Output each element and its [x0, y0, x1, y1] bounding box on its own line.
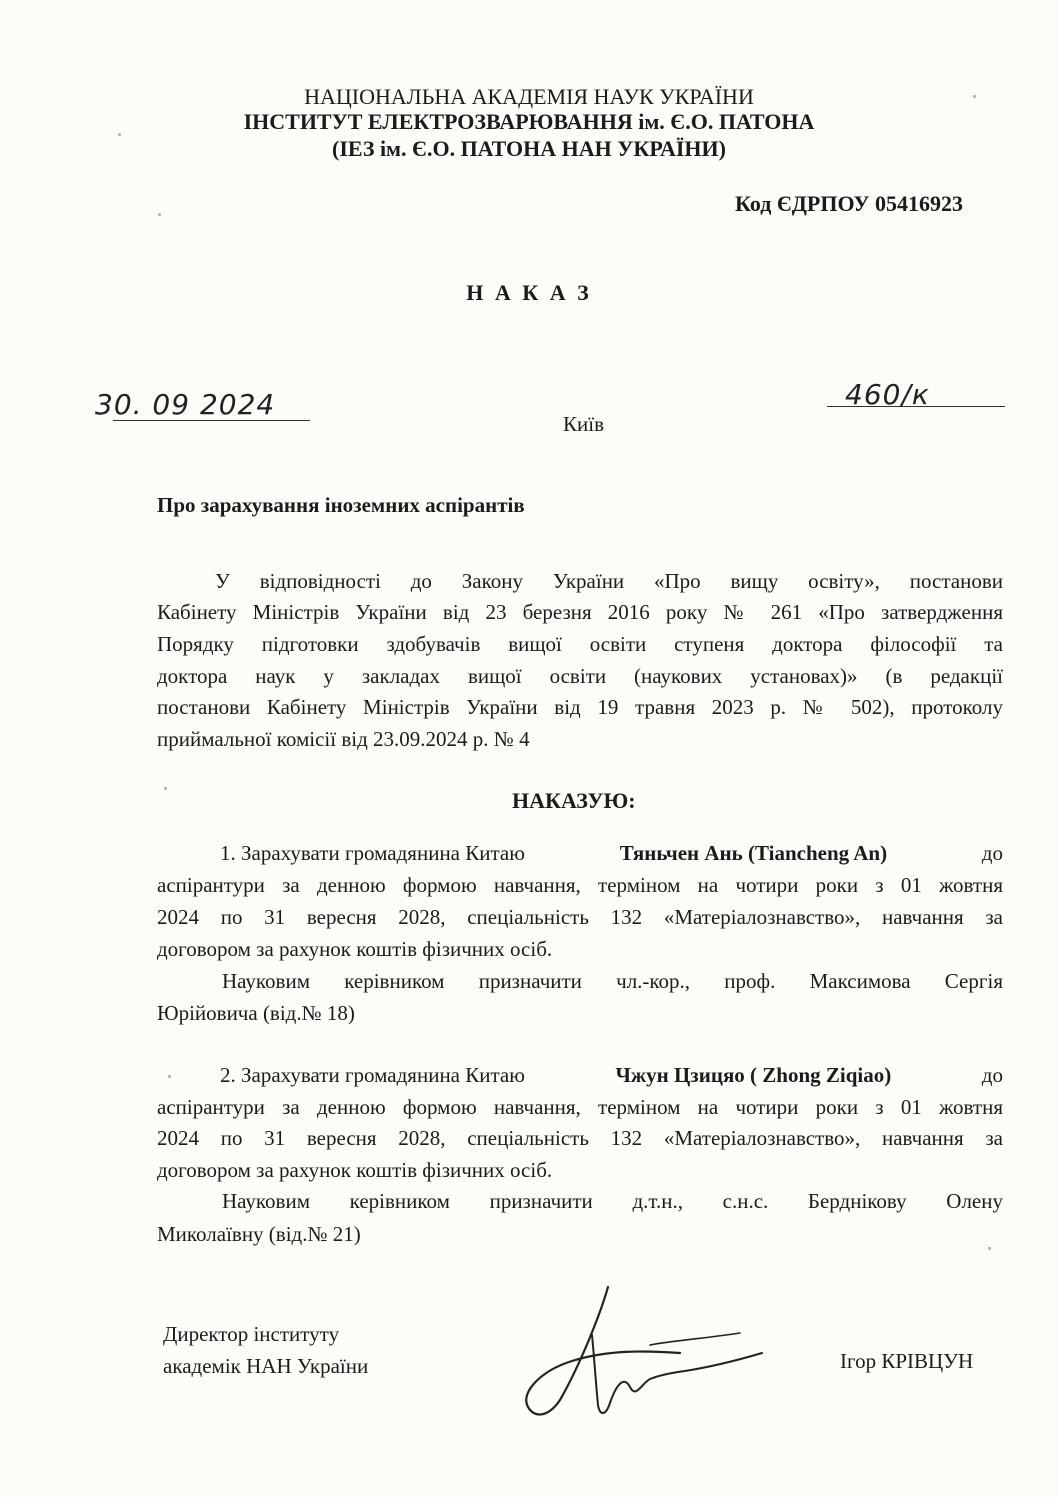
item-1-supervisor: Науковим керівником призначити чл.-кор., проф. Максимова Сергія: [222, 969, 1003, 993]
academy-name: НАЦІОНАЛЬНА АКАДЕМІЯ НАУК УКРАЇНИ: [304, 84, 754, 109]
preamble-line: Порядку підготовки здобувачів вищої освіти ступеня доктора філософії та: [157, 632, 1003, 656]
item-1-first-line: [220, 841, 1003, 865]
item-1-supervisor-dept: Юрійовича (від.№ 18): [157, 1001, 355, 1025]
item-2-intro: 2. Зарахувати громадянина Китаю: [220, 1063, 525, 1087]
item-1-line: аспірантури за денною формою навчання, терміном на чотири роки з 01 жовтня: [157, 873, 1003, 897]
order-number: 460/к: [845, 378, 930, 411]
number-underline: [827, 406, 1005, 407]
item-2-supervisor: Науковим керівником призначити д.т.н., с.н.с. Берднікову Олену: [222, 1189, 1003, 1213]
order-subject: Про зарахування іноземних аспірантів: [157, 493, 525, 517]
decree-heading: НАКАЗУЮ:: [512, 788, 636, 813]
order-city: Київ: [563, 412, 604, 436]
item-2-supervisor-dept: Миколаївну (від.№ 21): [157, 1222, 361, 1246]
item-2-line: договором за рахунок коштів фізичних осіб.: [157, 1158, 553, 1182]
preamble-line: постанови Кабінету Міністрів України від 19 травня 2023 р. № 502), протоколу: [157, 695, 1003, 719]
scan-speck: [158, 213, 161, 216]
handwritten-signature: [500, 1275, 790, 1435]
item-2-tail: до: [981, 1063, 1003, 1087]
preamble-line: Кабінету Міністрів України від 23 березня 2016 року № 261 «Про затвердження: [157, 600, 1003, 624]
order-date-field: [95, 388, 310, 421]
item-1-line: 2024 по 31 вересня 2028, спеціальність 132 «Матеріалознавство», навчання за: [157, 905, 1003, 929]
item-2-student-name: Чжун Цзицяо ( Zhong Ziqiao): [615, 1063, 892, 1087]
item-1-student-name: Тяньчен Ань (Tiancheng An): [619, 841, 888, 865]
preamble-line: приймальної комісії від 23.09.2024 р. № 4: [157, 727, 530, 751]
order-date: 30. 09 2024: [95, 388, 276, 421]
item-2-line: аспірантури за денною формою навчання, терміном на чотири роки з 01 жовтня: [157, 1095, 1003, 1119]
item-2-line: 2024 по 31 вересня 2028, спеціальність 132 «Матеріалознавство», навчання за: [157, 1126, 1003, 1150]
institute-name: ІНСТИТУТ ЕЛЕКТРОЗВАРЮВАННЯ ім. Є.О. ПАТОНА: [243, 109, 815, 134]
signatory-name: Ігор КРІВЦУН: [840, 1349, 974, 1373]
scan-speck: [988, 1247, 991, 1250]
item-2-first-line: [220, 1063, 1003, 1087]
order-number-field: [845, 378, 1005, 411]
item-1-line: договором за рахунок коштів фізичних осіб.: [157, 937, 553, 961]
signatory-position: Директор інституту: [163, 1322, 340, 1346]
date-underline: [113, 420, 310, 421]
institute-short-name: (ІЕЗ ім. Є.О. ПАТОНА НАН УКРАЇНИ): [332, 136, 726, 161]
scan-speck: [164, 787, 167, 790]
item-1-tail: до: [981, 841, 1003, 865]
edrpou-code: Код ЄДРПОУ 05416923: [735, 191, 963, 216]
item-1-intro: 1. Зарахувати громадянина Китаю: [220, 841, 525, 865]
preamble-line: доктора наук у закладах вищої освіти (наукових установах)» (в редакції: [157, 664, 1003, 688]
order-title: Н А К А З: [466, 280, 592, 305]
preamble-line: У відповідності до Закону України «Про вищу освіту», постанови: [215, 569, 1003, 593]
scan-speck: [168, 1075, 171, 1078]
signatory-title: академік НАН України: [163, 1354, 369, 1378]
